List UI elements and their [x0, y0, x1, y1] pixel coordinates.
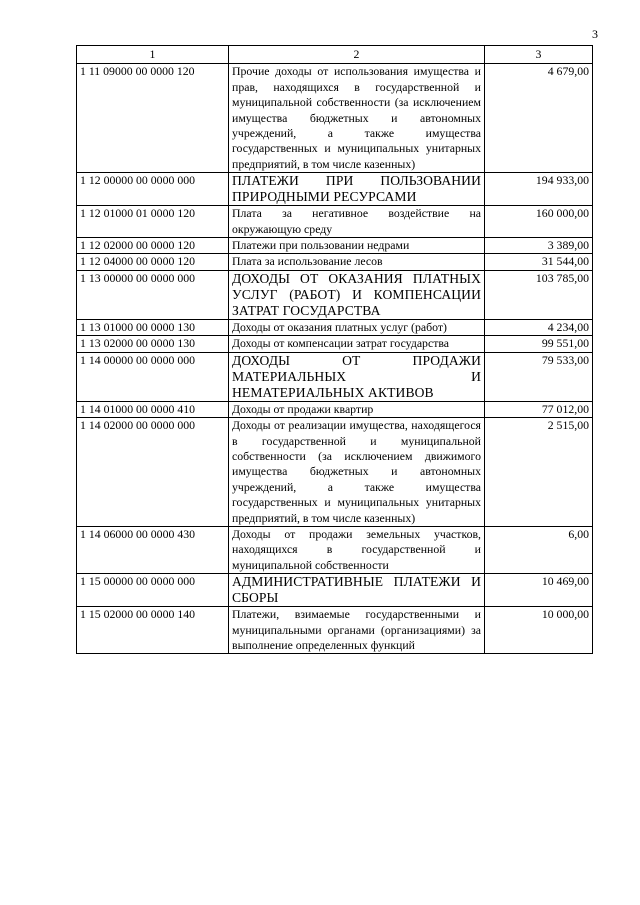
revenue-name: Платежи, взимаемые государственными и муниципальными органами (организациями) за выполнение определенных функций [229, 607, 485, 654]
table-row [77, 319, 593, 335]
budget-code: 1 13 02000 00 0000 130 [77, 336, 229, 352]
table-body [77, 64, 593, 654]
revenue-name: Доходы от оказания платных услуг (работ) [229, 319, 485, 335]
revenue-amount: 2 515,00 [485, 418, 593, 527]
budget-code: 1 14 00000 00 0000 000 [77, 352, 229, 401]
table-row [77, 270, 593, 319]
revenue-amount: 3 389,00 [485, 238, 593, 254]
column-header-code: 1 [77, 46, 229, 64]
revenue-section-name: ДОХОДЫ ОТ ОКАЗАНИЯ ПЛАТНЫХ УСЛУГ (РАБОТ) И КОМПЕНСАЦИИ ЗАТРАТ ГОСУДАРСТВА [229, 270, 485, 319]
revenue-amount: 160 000,00 [485, 206, 593, 238]
page-number: 3 [592, 27, 598, 41]
table-row [77, 254, 593, 270]
revenue-name: Доходы от продажи земельных участков, находящихся в государственной и муниципальной собственности [229, 526, 485, 573]
revenue-amount: 4 679,00 [485, 64, 593, 173]
budget-code: 1 12 00000 00 0000 000 [77, 173, 229, 206]
revenue-name: Плата за негативное воздействие на окружающую среду [229, 206, 485, 238]
budget-code: 1 15 02000 00 0000 140 [77, 607, 229, 654]
revenue-amount: 79 533,00 [485, 352, 593, 401]
table-row [77, 238, 593, 254]
budget-code: 1 13 01000 00 0000 130 [77, 319, 229, 335]
revenue-name: Доходы от реализации имущества, находящегося в государственной и муниципальной собственности (за исключением движимого имущества бюджетных и автономных учреждений, а также имущества государственных и муниципальных унитарных предприятий, в том числе казенных) [229, 418, 485, 527]
revenue-name: Доходы от продажи квартир [229, 401, 485, 417]
revenue-amount: 4 234,00 [485, 319, 593, 335]
table-row [77, 173, 593, 206]
revenue-amount: 194 933,00 [485, 173, 593, 206]
revenue-amount: 31 544,00 [485, 254, 593, 270]
table-row [77, 401, 593, 417]
budget-code: 1 15 00000 00 0000 000 [77, 574, 229, 607]
budget-code: 1 14 02000 00 0000 000 [77, 418, 229, 527]
table-row [77, 418, 593, 527]
table-row [77, 526, 593, 573]
revenue-table [76, 45, 593, 654]
revenue-amount: 10 469,00 [485, 574, 593, 607]
revenue-name: Доходы от компенсации затрат государства [229, 336, 485, 352]
budget-code: 1 12 04000 00 0000 120 [77, 254, 229, 270]
table-row [77, 64, 593, 173]
budget-code: 1 12 02000 00 0000 120 [77, 238, 229, 254]
table-header [77, 46, 593, 64]
budget-code: 1 14 01000 00 0000 410 [77, 401, 229, 417]
revenue-section-name: ДОХОДЫ ОТ ПРОДАЖИ МАТЕРИАЛЬНЫХ И НЕМАТЕРИАЛЬНЫХ АКТИВОВ [229, 352, 485, 401]
column-header-amount: 3 [485, 46, 593, 64]
revenue-amount: 103 785,00 [485, 270, 593, 319]
column-header-name: 2 [229, 46, 485, 64]
revenue-section-name: АДМИНИСТРАТИВНЫЕ ПЛАТЕЖИ И СБОРЫ [229, 574, 485, 607]
table-row [77, 574, 593, 607]
revenue-name: Прочие доходы от использования имущества и прав, находящихся в государственной и муниципальной собственности (за исключением имущества бюджетных и автономных учреждений, а также имущества государственных и муниципальных унитарных предприятий, в том числе казенных) [229, 64, 485, 173]
revenue-section-name: ПЛАТЕЖИ ПРИ ПОЛЬЗОВАНИИ ПРИРОДНЫМИ РЕСУРСАМИ [229, 173, 485, 206]
table-row [77, 336, 593, 352]
revenue-amount: 6,00 [485, 526, 593, 573]
revenue-amount: 99 551,00 [485, 336, 593, 352]
revenue-name: Платежи при пользовании недрами [229, 238, 485, 254]
table-row [77, 206, 593, 238]
budget-code: 1 14 06000 00 0000 430 [77, 526, 229, 573]
budget-code: 1 11 09000 00 0000 120 [77, 64, 229, 173]
budget-code: 1 12 01000 01 0000 120 [77, 206, 229, 238]
header-row [77, 46, 593, 64]
table-row [77, 352, 593, 401]
revenue-name: Плата за использование лесов [229, 254, 485, 270]
revenue-amount: 10 000,00 [485, 607, 593, 654]
table-row [77, 607, 593, 654]
revenue-amount: 77 012,00 [485, 401, 593, 417]
budget-code: 1 13 00000 00 0000 000 [77, 270, 229, 319]
